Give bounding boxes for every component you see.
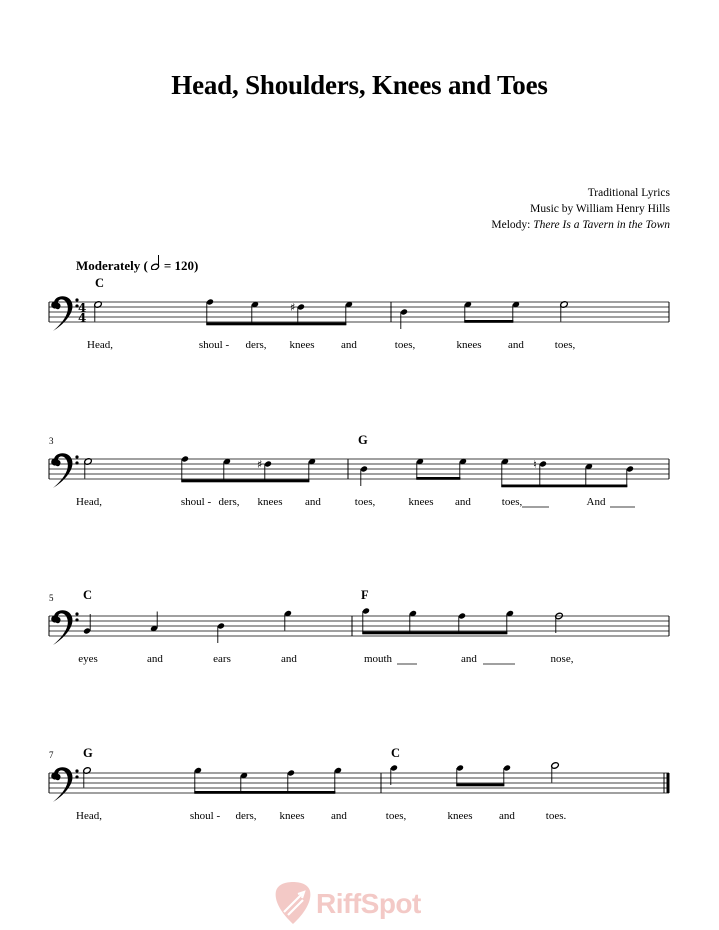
melody-prefix: Melody:	[491, 219, 534, 231]
melody-title: There Is a Tavern in the Town	[533, 219, 670, 231]
natural-icon: ♮	[533, 458, 537, 471]
bass-clef-icon	[51, 767, 78, 802]
lyric-syllable: eyes	[78, 653, 98, 665]
tempo-label: Moderately	[76, 258, 141, 273]
lyric-syllable: knees	[289, 339, 315, 351]
eighth-beam	[194, 791, 335, 794]
music-credit: Music by William Henry Hills	[530, 203, 670, 215]
lyric-syllable: shoul -	[189, 810, 221, 822]
lyrics-credit: Traditional Lyrics	[587, 187, 670, 199]
lyric-syllable: toes,	[385, 810, 407, 822]
chord-symbol: C	[95, 276, 105, 290]
lyric-syllable: and	[147, 653, 163, 665]
lyric-syllable: knees	[408, 496, 434, 508]
lyric-syllable: nose,	[550, 653, 574, 665]
chord-symbol: G	[83, 746, 93, 760]
lyric-syllable: Head,	[87, 339, 113, 351]
lyric-syllable: and	[455, 496, 471, 508]
lyric-syllable: and	[281, 653, 297, 665]
lyric-syllable: and	[341, 339, 357, 351]
lyric-syllable: toes,	[394, 339, 416, 351]
time-signature-bottom: 4	[78, 311, 87, 325]
riffspot-watermark	[272, 880, 452, 928]
guitar-pick-logo-icon	[272, 882, 314, 926]
lyric-syllable: toes,	[354, 496, 376, 508]
lyric-syllable: knees	[456, 339, 482, 351]
lyric-syllable: ders,	[235, 810, 257, 822]
lyric-syllable: and	[461, 653, 477, 665]
lyric-syllable: and	[508, 339, 524, 351]
lyric-syllable: shoul -	[180, 496, 212, 508]
lyric-syllable: And	[586, 496, 606, 508]
bass-clef-icon	[51, 610, 78, 645]
lyric-syllable: ders,	[245, 339, 267, 351]
chord-symbol: C	[83, 588, 93, 602]
lyric-syllable: toes,	[554, 339, 576, 351]
lyric-syllable: toes.	[545, 810, 567, 822]
song-title: Head, Shoulders, Knees and Toes	[171, 70, 548, 100]
chord-symbol: G	[358, 433, 368, 447]
chord-symbol: F	[361, 588, 369, 602]
bass-clef-icon	[51, 296, 78, 331]
lyric-syllable: toes,	[501, 496, 523, 508]
lyric-syllable: knees	[257, 496, 283, 508]
eighth-beam	[362, 632, 507, 635]
measure-number: 5	[49, 593, 54, 603]
chord-symbol: C	[391, 746, 401, 760]
sharp-icon: ♯	[257, 458, 263, 471]
time-signature-top: 4	[78, 301, 87, 315]
measure-number: 3	[49, 436, 54, 446]
lyric-syllable: and	[331, 810, 347, 822]
lyric-syllable: Head,	[76, 810, 102, 822]
lyric-syllable: and	[305, 496, 321, 508]
lyric-syllable: shoul -	[198, 339, 230, 351]
lyric-syllable: Head,	[76, 496, 102, 508]
tempo-open-paren: (	[143, 258, 148, 273]
lyric-syllable: knees	[447, 810, 473, 822]
measure-number: 7	[49, 750, 54, 760]
eighth-beam	[181, 480, 309, 483]
final-barline	[667, 773, 670, 793]
lyric-syllable: ears	[213, 653, 231, 665]
bass-clef-icon	[51, 453, 78, 488]
tempo-bpm: = 120)	[163, 258, 199, 273]
lyric-syllable: mouth	[363, 653, 393, 665]
lyric-syllable: knees	[279, 810, 305, 822]
eighth-beam	[464, 320, 513, 323]
eighth-beam	[206, 323, 346, 326]
sharp-icon: ♯	[290, 301, 296, 314]
watermark-text: RiffSpot	[316, 888, 421, 919]
lyric-syllable: and	[499, 810, 515, 822]
eighth-beam	[501, 485, 627, 488]
eighth-beam	[416, 477, 460, 480]
lyric-syllable: ders,	[218, 496, 240, 508]
eighth-beam	[456, 784, 504, 787]
